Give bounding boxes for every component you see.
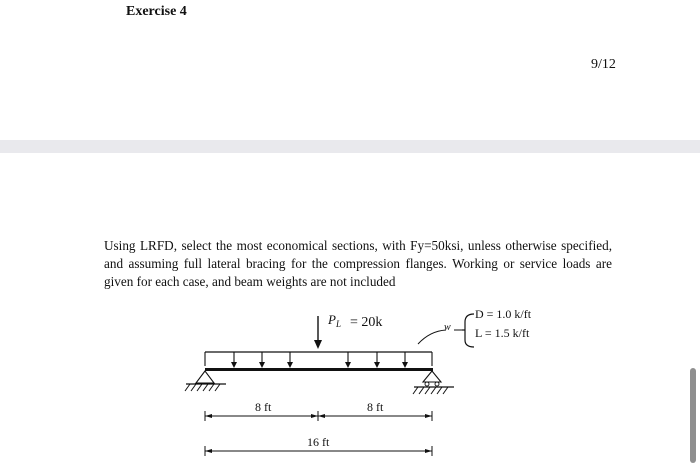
problem-statement: Using LRFD, select the most economical sections, with Fy=50ksi, unless otherwise specified, and assuming full lateral bracing for the compression flanges. Working or service loads are given for each case, and beam weights are not included [104,238,612,289]
distributed-load-legend [418,307,532,347]
right-roller-support [413,371,454,394]
beam-diagram [0,153,700,463]
point-load-value: = 20k [350,315,383,330]
page-top [0,0,700,140]
point-load-arrowhead [314,340,322,349]
dim-total-label: 16 ft [307,435,330,449]
beam [205,368,433,371]
dim-right-label: 8 ft [367,400,384,414]
distributed-load-arrows [205,352,432,368]
load-brace [465,314,474,347]
point-load [314,312,382,349]
point-load-symbol: $P_L$ [328,312,341,329]
live-load-label: L = 1.5 k/ft [475,326,530,340]
scrollbar-thumb[interactable] [690,368,696,463]
dead-load-label: D = 1.0 k/ft [475,307,532,321]
w-symbol: w [444,322,451,333]
dim-left-label: 8 ft [255,400,272,414]
left-pin-support [185,371,226,391]
page-number: 9/12 [591,57,616,72]
exercise-title: Exercise 4 [126,4,187,19]
